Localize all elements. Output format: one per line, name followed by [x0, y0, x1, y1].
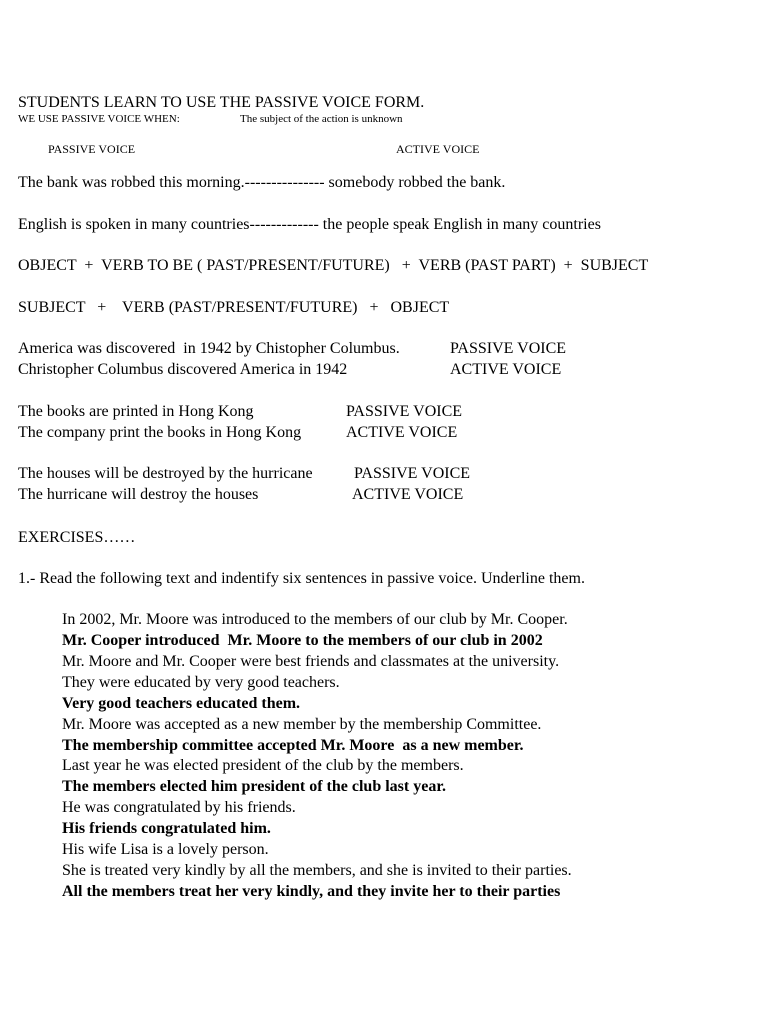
text-line: He was congratulated by his friends.	[62, 799, 296, 816]
text-line: Last year he was elected president of the club by the members.	[62, 757, 464, 774]
pair-label: PASSIVE VOICE	[450, 340, 567, 357]
formula-passive: OBJECT + VERB TO BE ( PAST/PRESENT/FUTURE) + VERB (PAST PART) + SUBJECT	[18, 257, 649, 274]
pair-sentence: The books are printed in Hong Kong	[18, 403, 254, 420]
page-title: STUDENTS LEARN TO USE THE PASSIVE VOICE FORM.	[18, 94, 425, 111]
text-line: All the members treat her very kindly, and they invite her to their parties	[62, 883, 561, 900]
when-label: WE USE PASSIVE VOICE WHEN:	[18, 113, 180, 125]
pair-label: PASSIVE VOICE	[354, 465, 471, 482]
text-line: In 2002, Mr. Moore was introduced to the members of our club by Mr. Cooper.	[62, 611, 568, 628]
text-line: Mr. Cooper introduced Mr. Moore to the members of our club in 2002	[62, 632, 543, 649]
pair-sentence: Christopher Columbus discovered America in 1942	[18, 361, 348, 378]
exercise-instruction: 1.- Read the following text and indentify six sentences in passive voice. Underline them.	[18, 570, 585, 587]
example-line: The bank was robbed this morning.--------------- somebody robbed the bank.	[18, 174, 506, 191]
pair-label: ACTIVE VOICE	[346, 424, 458, 441]
when-value: The subject of the action is unknown	[240, 113, 403, 125]
column-heading-active: ACTIVE VOICE	[396, 142, 480, 156]
text-line: They were educated by very good teachers.	[62, 674, 340, 691]
pair-sentence: The company print the books in Hong Kong	[18, 424, 302, 441]
text-line: Mr. Moore was accepted as a new member by the membership Committee.	[62, 716, 542, 733]
formula-active: SUBJECT + VERB (PAST/PRESENT/FUTURE) + OBJECT	[18, 299, 450, 316]
text-line: Mr. Moore and Mr. Cooper were best friends and classmates at the university.	[62, 653, 560, 670]
text-line: Very good teachers educated them.	[62, 695, 301, 712]
text-line: The members elected him president of the club last year.	[62, 778, 446, 795]
exercises-heading: EXERCISES……	[18, 529, 136, 546]
example-line: English is spoken in many countries------------- the people speak English in many countries	[18, 216, 601, 233]
pair-sentence: America was discovered in 1942 by Chistopher Columbus.	[18, 340, 400, 357]
pair-sentence: The houses will be destroyed by the hurricane	[18, 465, 313, 482]
pair-label: ACTIVE VOICE	[352, 486, 464, 503]
text-line: She is treated very kindly by all the members, and she is invited to their parties.	[62, 862, 572, 879]
text-line: His friends congratulated him.	[62, 820, 271, 837]
pair-sentence: The hurricane will destroy the houses	[18, 486, 259, 503]
pair-label: PASSIVE VOICE	[346, 403, 463, 420]
text-line: His wife Lisa is a lovely person.	[62, 841, 269, 858]
column-heading-passive: PASSIVE VOICE	[48, 142, 136, 156]
text-line: The membership committee accepted Mr. Moore as a new member.	[62, 737, 524, 754]
pair-label: ACTIVE VOICE	[450, 361, 562, 378]
